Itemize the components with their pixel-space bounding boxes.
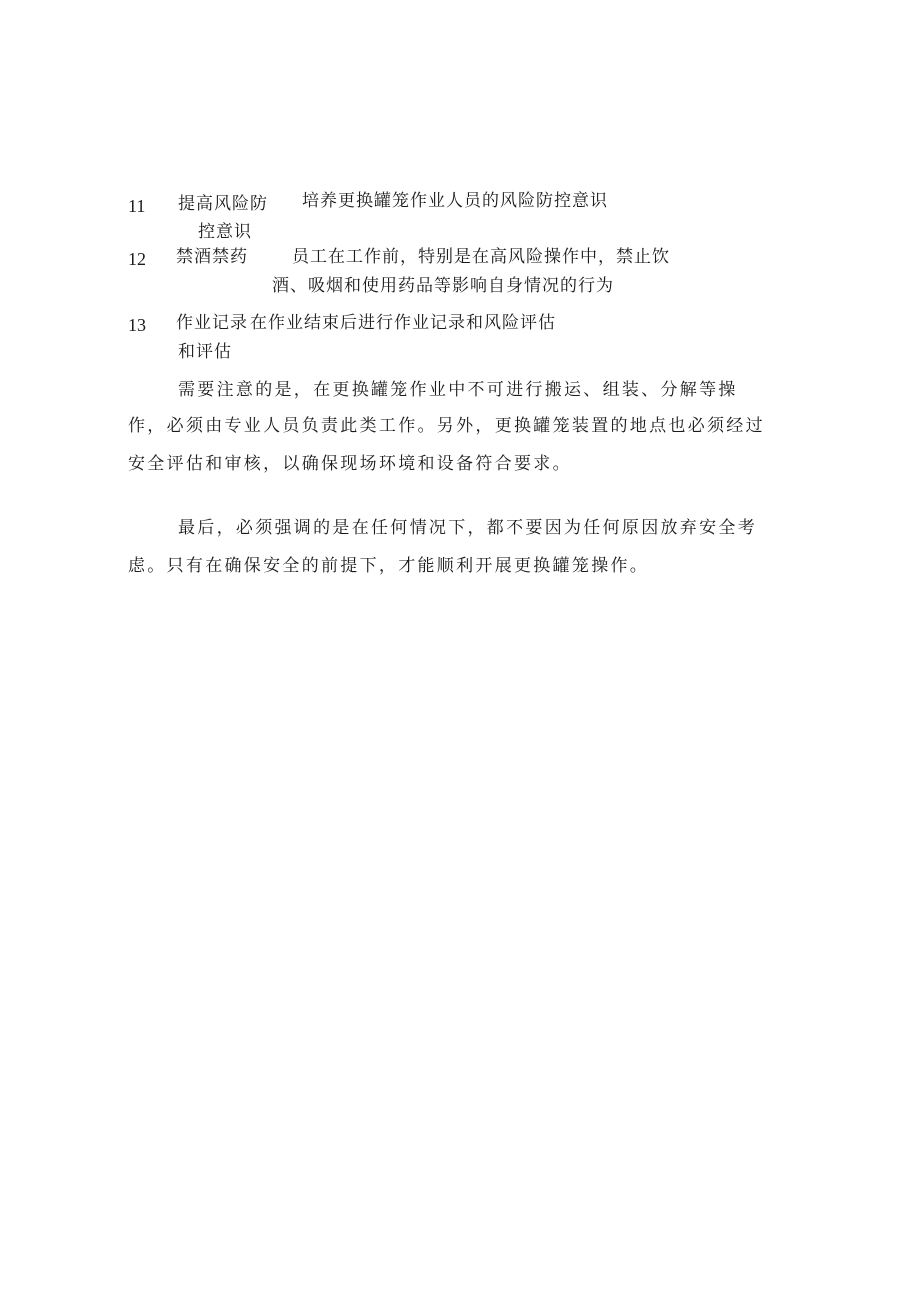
paragraph-line: 作，必须由专业人员负责此类工作。另外，更换罐笼装置的地点也必须经过 — [128, 416, 765, 436]
row-number: 13 — [128, 315, 146, 335]
row-content: 在作业结束后进行作业记录和风险评估 — [250, 313, 556, 333]
row-item-continued: 和评估 — [178, 342, 232, 362]
paragraph-line: 最后，必须强调的是在任何情况下，都不要因为任何原因放弃安全考 — [178, 518, 757, 538]
row-number: 11 — [128, 196, 146, 216]
paragraph-line: 虑。只有在确保安全的前提下，才能顺利开展更换罐笼操作。 — [128, 556, 650, 576]
row-content-continued: 酒、吸烟和使用药品等影响自身情况的行为 — [272, 276, 614, 296]
row-number: 12 — [128, 249, 146, 269]
row-item: 禁酒禁药 — [176, 247, 248, 267]
row-content: 培养更换罐笼作业人员的风险防控意识 — [302, 191, 608, 211]
row-content: 员工在工作前，特别是在高风险操作中，禁止饮 — [292, 247, 670, 267]
row-item-continued: 控意识 — [198, 222, 252, 242]
row-item: 提高风险防 — [178, 194, 268, 214]
row-item: 作业记录 — [176, 313, 248, 333]
paragraph-line: 需要注意的是，在更换罐笼作业中不可进行搬运、组装、分解等操 — [178, 380, 738, 400]
paragraph-line: 安全评估和审核，以确保现场环境和设备符合要求。 — [128, 454, 572, 474]
